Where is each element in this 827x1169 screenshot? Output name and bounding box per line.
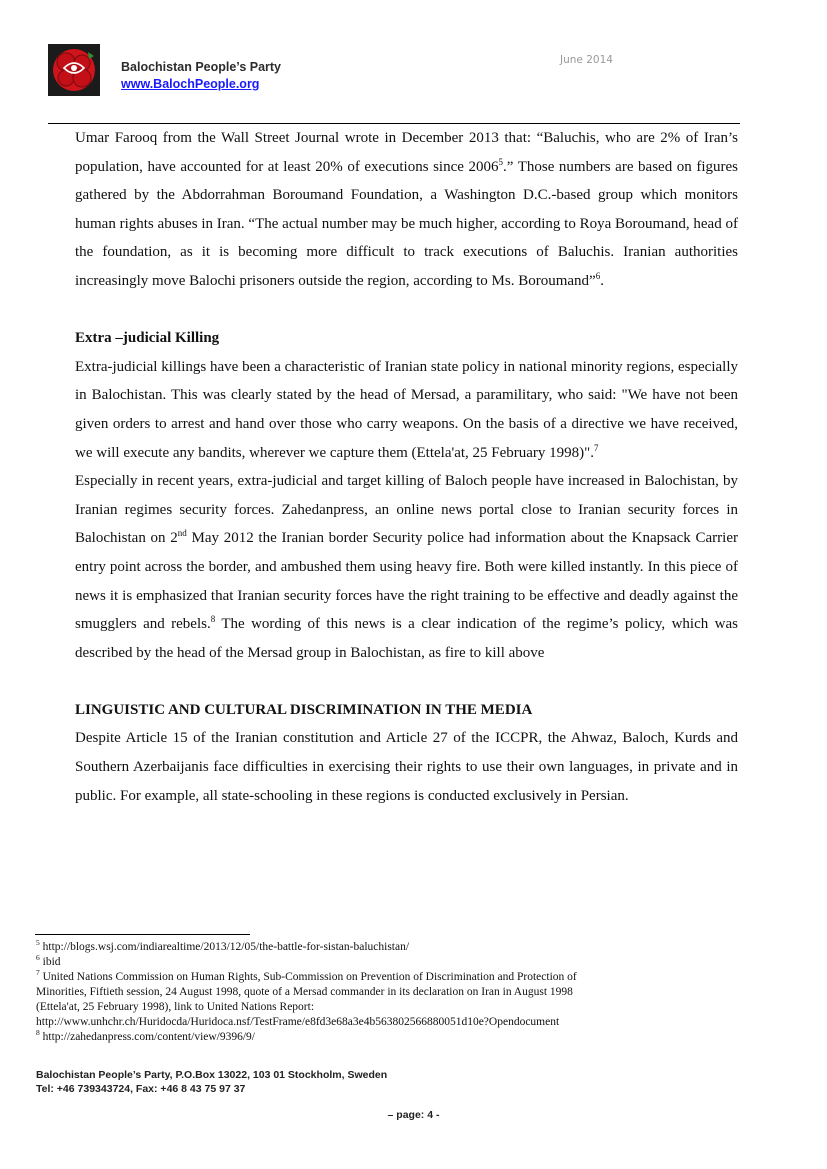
footnote-link[interactable]: http://www.unhchr.ch/Huridocda/Huridoca.nsf/TestFrame/e8fd3e68a3e4b563802566880051d10e?Opendocument bbox=[36, 1016, 560, 1028]
footnote-ref-7[interactable]: 7 bbox=[594, 442, 599, 453]
footnote-link[interactable]: http://zahedanpress.com/content/view/9396/9/ bbox=[42, 1031, 256, 1043]
paragraph-mersad: Extra-judicial killings have been a characteristic of Iranian state policy in national minority regions, especially in Balochistan. This was clearly stated by the head of Mersad, a paramilitary, who said: "We have not been given orders to arrest and hand over those who carry weapons. On the basis of a directive we have received, we will execute any bandits, wherever we capture them (Ettela'at, 25 February 1998)".$^7$ bbox=[75, 358, 738, 461]
document-body bbox=[75, 124, 738, 810]
section-heading-linguistic: LINGUISTIC AND CULTURAL DISCRIMINATION IN THE MEDIA bbox=[75, 701, 533, 718]
section-heading-extrajudicial: Extra –judicial Killing bbox=[75, 330, 220, 347]
paragraph-executions: Umar Farooq from the Wall Street Journal wrote in December 2013 that: “Baluchis, who are 2% of Iran’s population, have accounted for at least 20% of executions since 2006$^5$.” Those numbers are based on figures gathered by the Abdorrahman Boroumand Foundation, a Washington D.C.-based group which monitors human rights abuses in Iran. “The actual number may be much higher, according to Roya Boroumand, head of the foundation, as it is becoming more difficult to track executions of Baluchis. Iranian authorities increasingly move Balochi prisoners outside the region, according to Ms. Boroumand”$^6$. bbox=[75, 130, 738, 289]
page-number: – page: 4 - bbox=[387, 1109, 440, 1121]
footnote-ref-6[interactable]: 6 bbox=[595, 270, 601, 281]
paragraph-target-killing: Especially in recent years, extra-judicial and target killing of Baloch people have increased in Balochistan, by Iranian regimes security forces. Zahedanpress, an online news portal close to Iranian security forces in Balochistan on 2nd May 2012 the Iranian border Security police had information about the Knapsack Carrier entry point across the border, and ambushed them using heavy fire. Both were killed instantly. In this piece of news it is emphasized that Iranian security forces have the right training to be effective and deadly against the smugglers and rebels.$^8$ The wording of this news is a clear indication of the regime’s policy, which was described by the head of the Mersad group in Balochistan, as fire to kill above bbox=[75, 473, 738, 661]
footnotes bbox=[36, 940, 736, 1045]
footer-contact: Tel: +46 739343724, Fax: +46 8 43 75 97 37 bbox=[36, 1083, 246, 1095]
footnote-6: $^6$ ibid bbox=[36, 953, 61, 968]
footer-address: Balochistan People’s Party, P.O.Box 13022, 103 01 Stockholm, Sweden bbox=[36, 1069, 388, 1081]
footnote-ref-5[interactable]: 5 bbox=[498, 156, 503, 167]
document-date: June 2014 bbox=[560, 54, 613, 66]
footnote-7-line: (Ettela'at, 25 February 1998), link to United Nations Report: bbox=[36, 1001, 315, 1013]
org-name: Balochistan People’s Party bbox=[121, 60, 282, 74]
paragraph-languages: Despite Article 15 of the Iranian constitution and Article 27 of the ICCPR, the Ahwaz, Baloch, Kurds and Southern Azerbaijanis face difficulties in exercising their rights to use their own languages, in private and in public. For example, all state-schooling in these regions is conducted exclusively in Persian. bbox=[75, 730, 738, 804]
footnote-divider bbox=[35, 934, 250, 935]
footnote-link[interactable]: http://blogs.wsj.com/indiarealtime/2013/12/05/the-battle-for-sistan-baluchistan/ bbox=[42, 941, 410, 953]
footnote-7-line: Minorities, Fiftieth session, 24 August 1998, quote of a Mersad commander in its declaration on Iran in August 1998 bbox=[36, 986, 573, 998]
footnote-5: $^5$ http://blogs.wsj.com/indiarealtime/2013/12/05/the-battle-for-sistan-baluchistan/ bbox=[36, 938, 410, 953]
footnote-ref-8[interactable]: 8 bbox=[210, 614, 216, 625]
footnote-7: $^7$ United Nations Commission on Human Rights, Sub-Commission on Prevention of Discrimination and Protection of bbox=[36, 968, 577, 983]
footnote-8: $^8$ http://zahedanpress.com/content/view/9396/9/ bbox=[36, 1028, 256, 1043]
org-website-link[interactable]: www.BalochPeople.org bbox=[121, 77, 260, 91]
party-logo-icon bbox=[48, 44, 100, 96]
